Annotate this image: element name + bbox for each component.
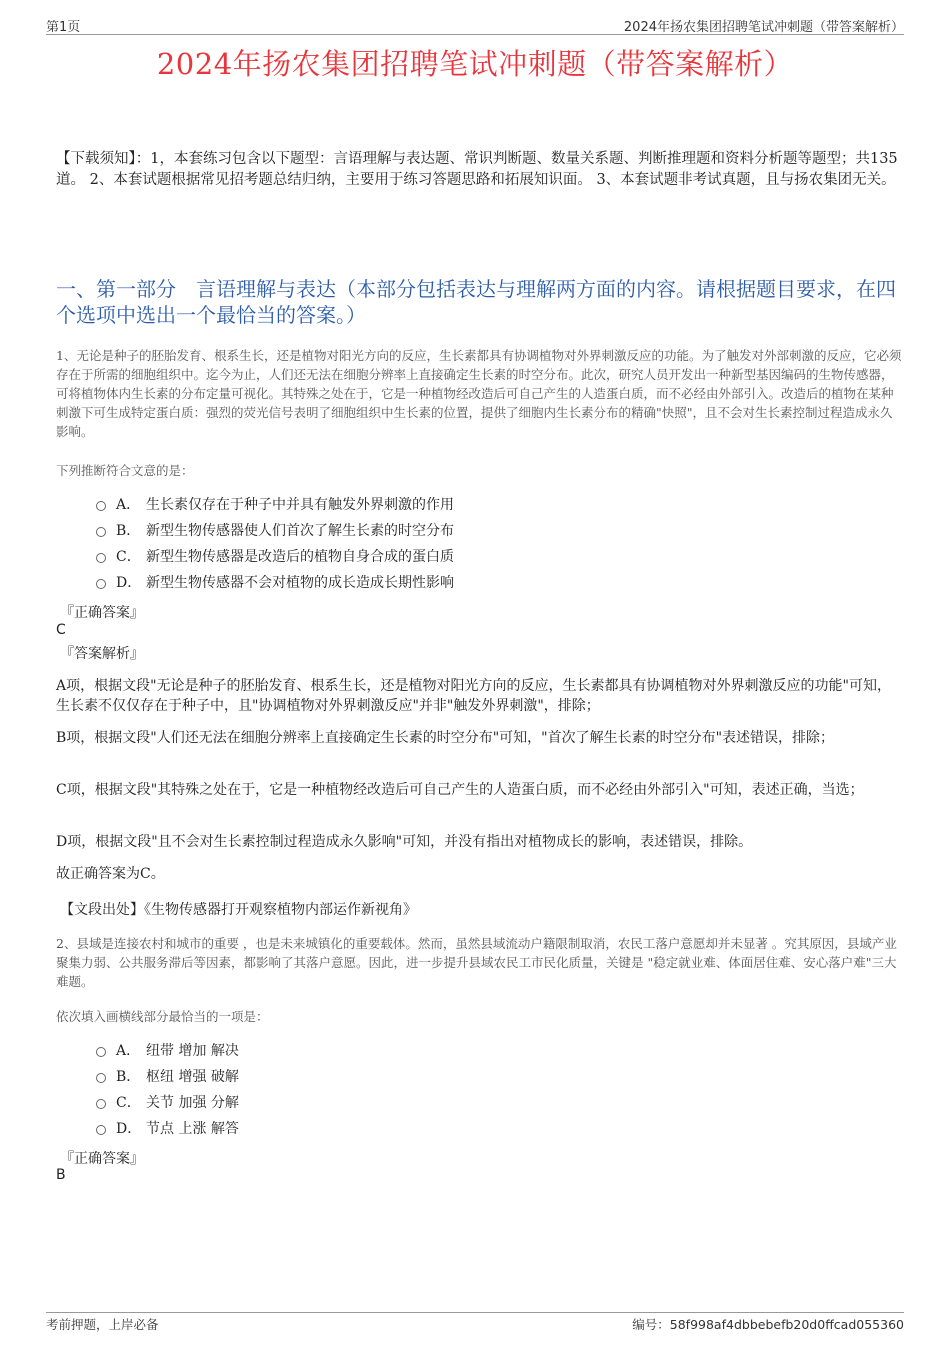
footer-slogan: 考前押题，上岸必备 [46,1317,159,1332]
question-2-stem: 2、县域是连接农村和城市的重要 ，也是未来城镇化的重要载体。然而，虽然县域流动户籍限制取消，农民工落户意愿却并未显著 。究其原因，县域产业聚集力弱、公共服务滞后等因素，都影响了其落户意愿。因此，进一步提升县域农民工市民化质量，关键是 "稳定就业难、体面居住难、安心落户难"三大难题。 [56,936,897,989]
option-letter: D． [116,575,142,591]
option-b[interactable] [96,518,454,544]
analysis-item-b: B项，根据文段"人们还无法在细胞分辨率上直接确定生长素的时空分布"可知，"首次了解生长素的时空分布"表述错误，排除； [56,730,835,746]
radio-icon[interactable] [96,1125,106,1135]
option-text: 新型生物传感器使人们首次了解生长素的时空分布 [146,523,454,539]
analysis-conclusion: 故正确答案为C。 [56,866,165,882]
option-letter: A． [116,497,141,513]
page-number: 第1页 [46,20,81,35]
option-letter: B． [116,523,141,539]
analysis-item-c: C项，根据文段"其特殊之处在于，它是一种植物经改造后可自己产生的人造蛋白质，而不必经由外部引入"可知，表述正确，当选； [56,782,864,798]
option-d[interactable] [96,1116,239,1142]
section-heading: 一、第一部分 言语理解与表达（本部分包括表达与理解两方面的内容。请根据题目要求，在四个选项中选出一个最恰当的答案。） [56,277,896,327]
header-doc-title: 2024年扬农集团招聘笔试冲刺题（带答案解析） [623,20,904,35]
option-letter: A． [116,1043,141,1059]
option-letter: B． [116,1069,141,1085]
question-1-stem: 1、无论是种子的胚胎发育、根系生长，还是植物对阳光方向的反应，生长素都具有协调植物对外界刺激反应的功能。为了触发对外部刺激的反应，它必须存在于所需的细胞组织中。迄今为止，人们还无法在细胞分辨率上直接确定生长素的时空分布。此次，研究人员开发出一种新型基因编码的生物传感器，可将植物体内生长素的分布定量可视化。其特殊之处在于，它是一种植物经改造后可自己产生的人造蛋白质，而不必经由外部引入。改造后的植物在某种刺激下可生成特定蛋白质：强烈的荧光信号表明了细胞组织中生长素的位置，提供了细胞内生长素分布的精确"快照"，且不会对生长素控制过程造成永久影响。 [56,348,902,439]
question-2-prompt: 依次填入画横线部分最恰当的一项是： [56,1009,269,1024]
radio-icon[interactable] [96,1099,106,1109]
document-title: 2024年扬农集团招聘笔试冲刺题（带答案解析） [156,47,794,81]
analysis-item-a: A项，根据文段"无论是种子的胚胎发育、根系生长，还是植物对阳光方向的反应，生长素都具有协调植物对外界刺激反应的功能"可知，生长素不仅仅存在于种子中，且"协调植物对外界刺激反应"并非"触发外界刺激"，排除； [56,678,891,714]
option-c[interactable] [96,544,454,570]
footer-id-label: 编号： [632,1317,670,1332]
option-text: 生长素仅存在于种子中并具有触发外界刺激的作用 [146,497,454,513]
correct-answer: B [56,1167,66,1183]
option-d[interactable] [96,570,454,596]
option-letter: C． [116,1095,141,1111]
question-2-options [96,1038,239,1142]
page-header [46,14,904,35]
radio-icon[interactable] [96,501,106,511]
download-notice: 【下载须知】：1，本套练习包含以下题型：言语理解与表达题、常识判断题、数量关系题、判断推理题和资料分析题等题型；共135道。 2、本套试题根据常见招考题总结归纳，主要用于练习答题思路和拓展知识面。 3、本套试题非考试真题，且与扬农集团无关。 [56,151,898,188]
option-text: 新型生物传感器是改造后的植物自身合成的蛋白质 [146,549,454,565]
correct-answer-label: 『正确答案』 [60,1151,144,1167]
analysis-label: 『答案解析』 [60,646,144,662]
option-a[interactable] [96,492,454,518]
option-a[interactable] [96,1038,239,1064]
footer-id-code: 58f998af4dbbebefb20d0ffcad055360 [669,1317,904,1332]
option-text: 新型生物传感器不会对植物的成长造成长期性影响 [146,575,454,591]
question-1-prompt: 下列推断符合文意的是： [56,463,194,478]
radio-icon[interactable] [96,1073,106,1083]
option-text: 纽带 增加 解决 [146,1043,239,1059]
option-b[interactable] [96,1064,239,1090]
passage-source: 【文段出处】《生物传感器打开观察植物内部运作新视角》 [60,902,417,918]
question-1-options [96,492,454,596]
radio-icon[interactable] [96,579,106,589]
correct-answer: C [56,622,66,638]
option-letter: C． [116,549,141,565]
option-text: 关节 加强 分解 [146,1095,239,1111]
option-text: 节点 上涨 解答 [146,1121,239,1137]
radio-icon[interactable] [96,1047,106,1057]
radio-icon[interactable] [96,527,106,537]
correct-answer-label: 『正确答案』 [60,605,144,621]
option-letter: D． [116,1121,142,1137]
option-text: 枢纽 增强 破解 [146,1069,239,1085]
analysis-item-d: D项，根据文段"且不会对生长素控制过程造成永久影响"可知，并没有指出对植物成长的影响，表述错误，排除。 [56,834,753,850]
option-c[interactable] [96,1090,239,1116]
radio-icon[interactable] [96,553,106,563]
footer-id [632,1315,904,1333]
page-footer [46,1312,904,1333]
